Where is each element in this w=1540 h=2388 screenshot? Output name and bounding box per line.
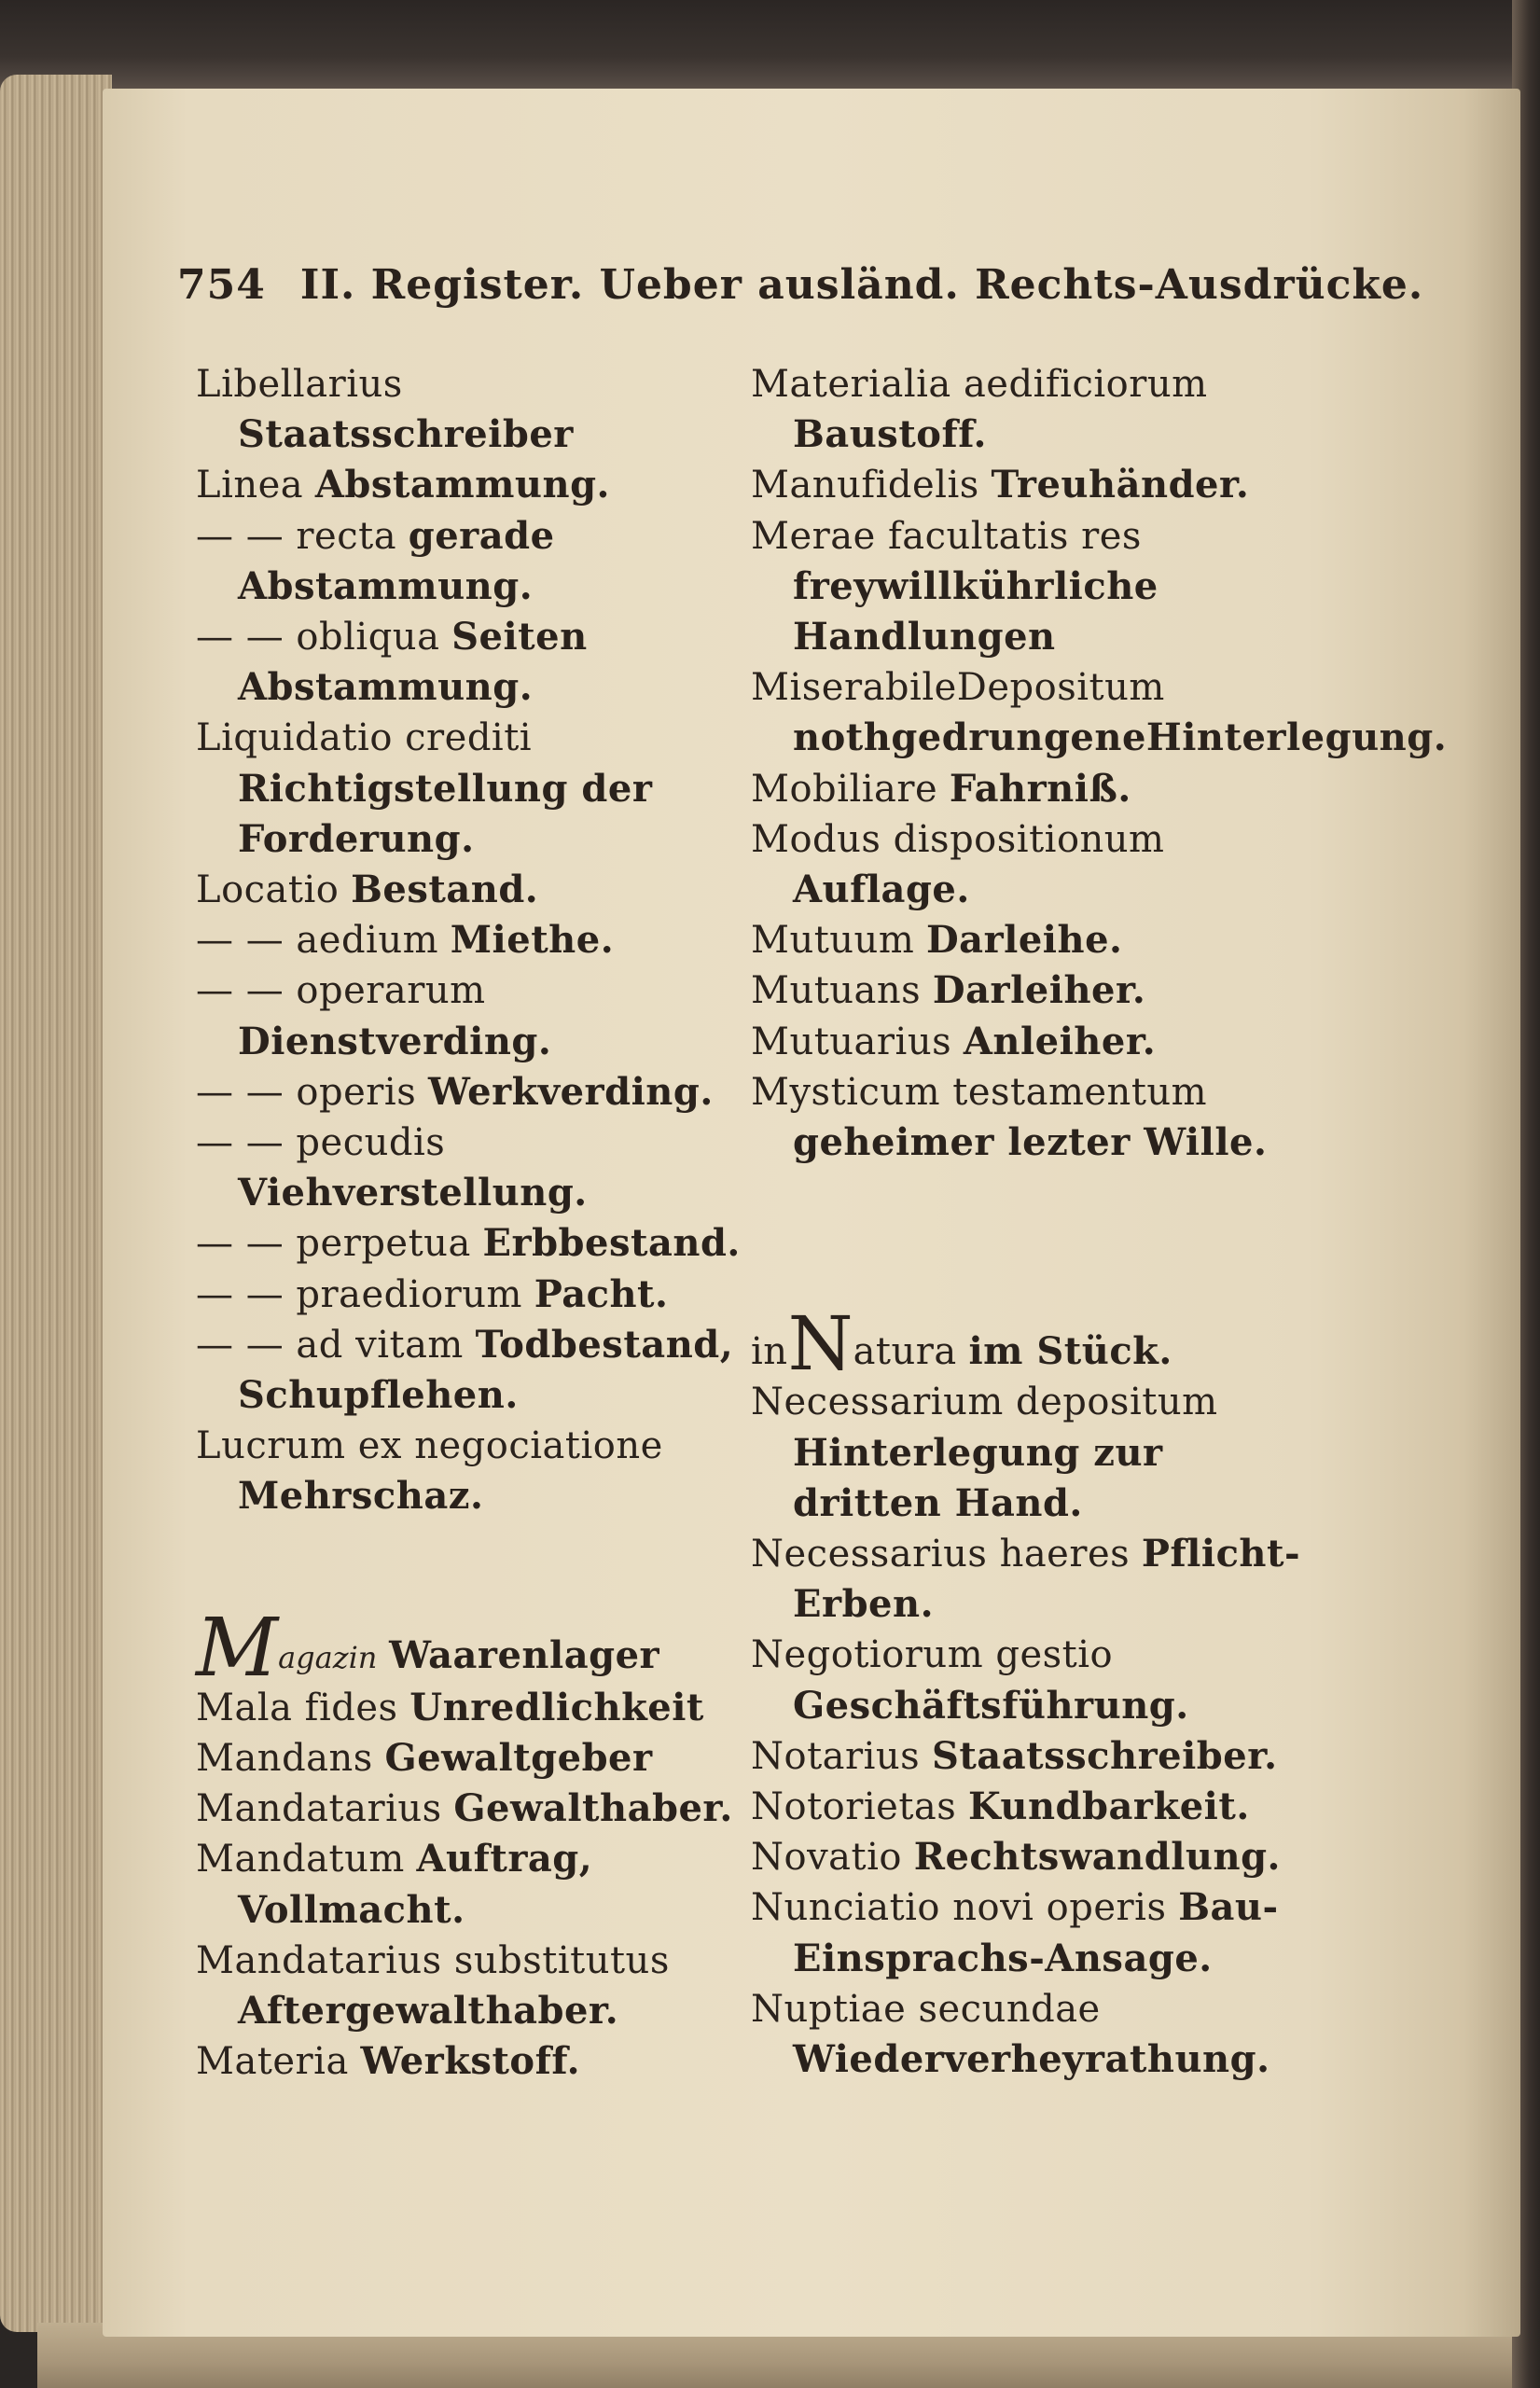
- list-item: — — recta gerade Abstammung.: [196, 513, 555, 608]
- list-item: Locatio Bestand.: [196, 868, 539, 912]
- left-column: [196, 359, 746, 2088]
- section-initial: N: [787, 1300, 853, 1388]
- section-initial: M: [196, 1601, 279, 1695]
- list-item: Mobiliare Fahrniß.: [751, 766, 1131, 811]
- list-item: — — pecudis Viehverstellung.: [196, 1121, 588, 1215]
- list-item: Lucrum ex negociatione Mehrschaz.: [196, 1424, 663, 1519]
- list-item: — — praediorum Pacht.: [196, 1271, 669, 1316]
- list-item: Manufidelis Treuhänder.: [751, 463, 1250, 507]
- list-item: — — operis Werkverding.: [196, 1069, 714, 1114]
- list-item: — — aedium Miethe.: [196, 918, 615, 963]
- running-header: [177, 261, 1424, 326]
- book-cover-top: [0, 0, 1540, 103]
- list-item: Mutuum Darleihe.: [751, 918, 1123, 963]
- list-item: Nunciatio novi operis Bau-Einsprachs-Ansage.: [751, 1885, 1279, 1980]
- running-title: II. Register. Ueber ausländ. Rechts-Ausdrücke.: [299, 261, 1424, 309]
- list-item: Mutuans Darleiher.: [751, 968, 1146, 1013]
- list-item: Mala fides Unredlichkeit: [196, 1685, 704, 1729]
- list-item: Libellarius Staatsschreiber: [196, 363, 574, 457]
- list-item: Necessarium depositum Hinterlegung zur dritten Hand.: [751, 1381, 1218, 1525]
- list-item: Novatio Rechtswandlung.: [751, 1835, 1281, 1880]
- section-m-heading: Magazin Waarenlager: [196, 1601, 660, 1695]
- list-item: Materia Werkstoff.: [196, 2039, 581, 2084]
- list-item: Modus dispositionum Auflage.: [751, 817, 1165, 912]
- list-item: Necessarius haeres Pflicht-Erben.: [751, 1532, 1301, 1627]
- list-item: Liquidatio crediti Richtigstellung der Forderung.: [196, 716, 653, 861]
- list-item: Nuptiae secundae Wiederverheyrathung.: [751, 1987, 1270, 2082]
- section-gap: [751, 1168, 1301, 1269]
- list-item: — — ad vitam Todbestand, Schupflehen.: [196, 1322, 734, 1418]
- list-item: — — perpetua Erbbestand.: [196, 1221, 741, 1266]
- list-item: Mandans Gewaltgeber: [196, 1736, 653, 1781]
- page-content: [177, 261, 1448, 2127]
- page-number: 754: [177, 261, 266, 309]
- list-item: Mandatarius substitutus Aftergewalthaber.: [196, 1938, 670, 2034]
- section-n-heading: inNatura im Stück.: [751, 1300, 1172, 1388]
- list-item: — — operarum Dienstverding.: [196, 969, 552, 1063]
- list-item: MiserabileDepositum nothgedrungeneHinterlegung.: [751, 666, 1448, 760]
- list-item: Mandatum Auftrag, Vollmacht.: [196, 1837, 593, 1932]
- list-item: Mysticum testamentum geheimer lezter Wille.: [751, 1070, 1268, 1165]
- list-item: Negotiorum gestio Geschäftsführung.: [751, 1633, 1189, 1728]
- right-column: [751, 359, 1448, 2085]
- list-item: Materialia aedificiorum Baustoff.: [751, 363, 1208, 457]
- list-item: Mandatarius Gewalthaber.: [196, 1786, 733, 1831]
- list-item: Notarius Staatsschreiber.: [751, 1733, 1278, 1778]
- page-edge-left: [0, 75, 112, 2332]
- list-item: Merae facultatis res freywillkührliche Handlungen: [751, 514, 1158, 659]
- list-item: — — obliqua Seiten Abstammung.: [196, 615, 588, 710]
- list-item: Mutuarius Anleiher.: [751, 1019, 1157, 1063]
- list-item: Notorietas Kundbarkeit.: [751, 1784, 1250, 1829]
- section-gap: [196, 1522, 746, 1623]
- list-item: Linea Abstammung.: [196, 463, 610, 507]
